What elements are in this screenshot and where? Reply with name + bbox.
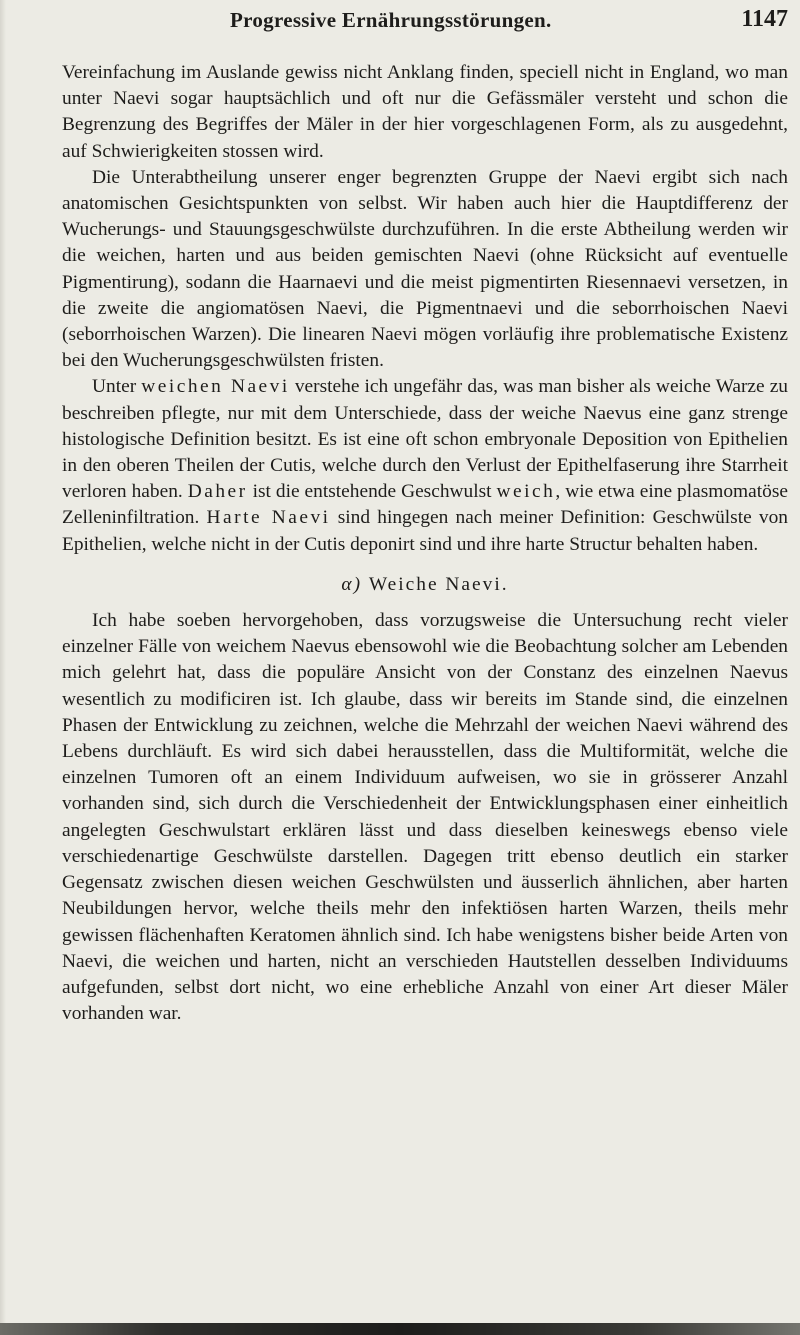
paragraph-3-part: , wie etwa eine plasmomatöse Zelleninfiltration. [62,481,788,529]
paragraph-3-part: ist die entstehende Geschwulst [247,481,497,503]
emphasis-weiche-naevi: weichen Naevi [141,376,290,398]
paragraph-2: Die Unterabtheilung unserer enger begrenzten Gruppe der Naevi ergibt sich nach anatomischen Gesichtspunkten von selbst. Wir haben auch hier die Hauptdifferenz der Wucherungs- und Stauungsgeschwülste durchzuführen. In die erste Abtheilung werden wir die weichen, harten und aus beiden gemischten Naevi (ohne Rücksicht auf eventuelle Pigmentirung), sodann die Haarnaevi und die meist pigmentirten Riesennaevi versetzen, in die zweite die angiomatösen Naevi, die Pigmentnaevi und die seborrhoischen Naevi (seborrhoischen Warzen). Die linearen Naevi mögen vorläufig ihre problematische Existenz bei den Wucherungsgeschwülsten fristen. [62,166,788,372]
section-title: Weiche Naevi. [368,573,509,595]
running-title: Progressive Ernährungsstörungen. [230,8,552,32]
section-marker: α) [341,573,363,595]
paragraph-3-part: Unter [92,376,142,398]
page-number: 1147 [741,6,788,32]
paragraph-3 [62,374,788,557]
paragraph-3-part: verstehe ich ungefähr das, was man bisher als weiche Warze zu beschreiben pflegte, nur mit dem Unterschiede, dass der weiche Naevus eine ganz strenge histologische Definition besitzt. Es ist eine oft schon embryonale Deposition von Epithelien in den oberen Theilen der Cutis, welche durch den Verlust der Epithelfaserung ihre Starrheit verloren haben. [62,376,789,503]
emphasis-harte-naevi: Harte Naevi [206,507,331,529]
page-header [60,4,800,44]
emphasis-weich: weich [496,481,556,503]
body-text [62,60,788,1027]
page-edge-shadow [0,0,6,1335]
paragraph-3-part: sind hingegen nach meiner Definition: Geschwülste von Epithelien, welche nicht in der Cutis deponirt sind und ihre harte Structur behalten haben. [62,507,788,555]
emphasis-daher: Daher [187,481,248,503]
paragraph-4: Ich habe soeben hervorgehoben, dass vorzugsweise die Untersuchung recht vieler einzelner Fälle von weichem Naevus ebensowohl wie die Beobachtung solcher am Lebenden mich gelehrt hat, dass die populäre Ansicht von der Constanz des einzelnen Naevus wesentlich zu modificiren ist. Ich glaube, dass wir bereits im Stande sind, die einzelnen Phasen der Entwicklung zu zeichnen, welche die Mehrzahl der weichen Naevi während des Lebens durchläuft. Es wird sich dabei herausstellen, dass die Multiformität, welche die einzelnen Tumoren oft an einem Individuum aufweisen, wo sie in grösserer Anzahl vorhanden sind, sich durch die Verschiedenheit der Entwicklungsphasen einer einheitlich angelegten Geschwulstart erklären lässt und dass dieselben keineswegs ebenso viele verschiedenartige Geschwülste darstellen. Dagegen tritt ebenso deutlich ein starker Gegensatz zwischen diesen weichen Geschwülsten und äusserlich ähnlichen, aber harten Neubildungen hervor, welche theils mehr den infektiösen harten Warzen, theils mehr gewissen flächenhaften Keratomen ähnlich sind. Ich habe wenigstens bisher beide Arten von Naevi, die weichen und harten, nicht an verschieden Hautstellen desselben Individuums aufgefunden, selbst dort nicht, wo eine erhebliche Anzahl von einer Art dieser Mäler vorhanden war. [62,610,788,1025]
section-heading [62,572,788,598]
scan-bottom-edge [0,1323,800,1335]
paragraph-1: Vereinfachung im Auslande gewiss nicht Anklang finden, speciell nicht in England, wo man unter Naevi sogar hauptsächlich und oft nur die Gefässmäler versteht und schon die Begrenzung des Begriffes der Mäler in der hier vorgeschlagenen Form, als zu ausgedehnt, auf Schwierigkeiten stossen wird. [62,62,788,162]
